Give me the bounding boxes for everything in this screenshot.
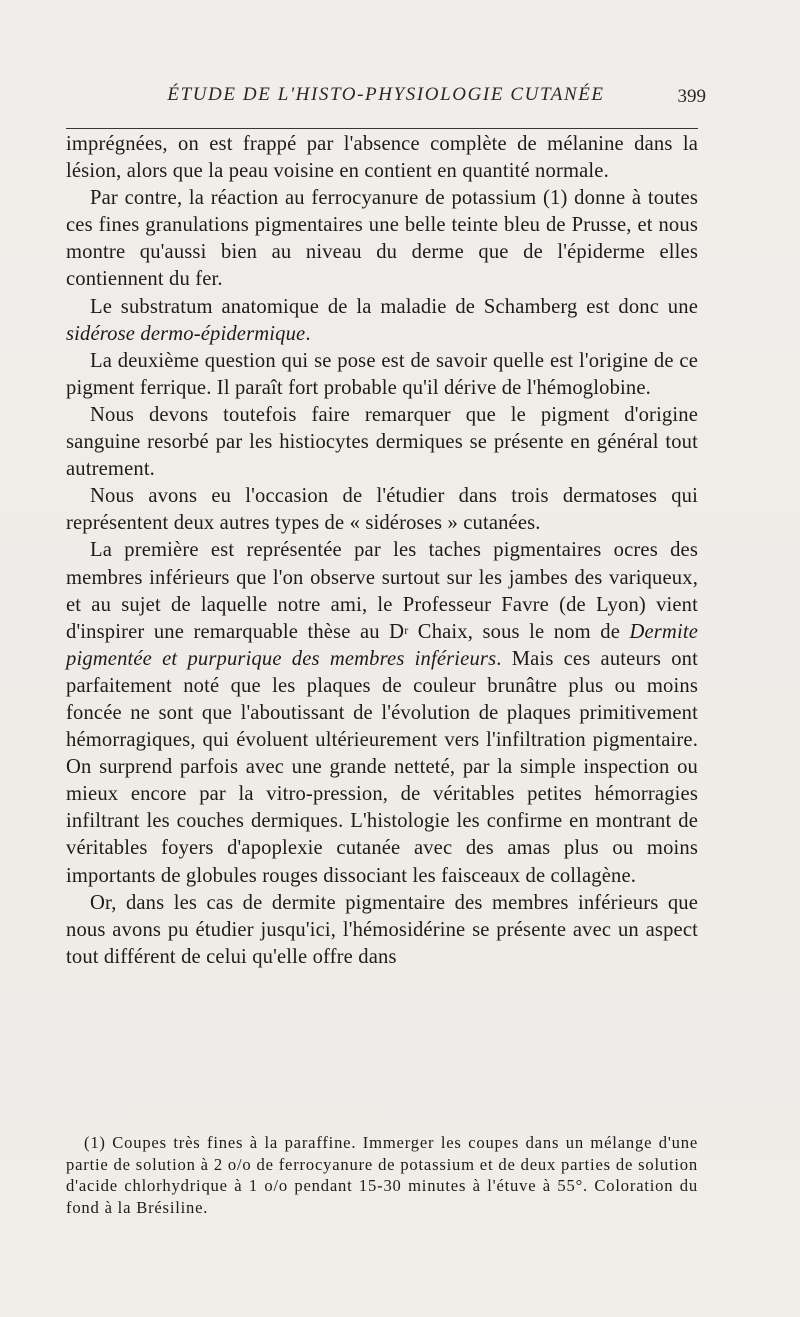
paragraph xyxy=(66,294,698,348)
running-title: ÉTUDE DE L'HISTO-PHYSIOLOGIE CUTANÉE xyxy=(167,84,605,105)
page-header xyxy=(66,84,706,114)
footnotes xyxy=(66,1132,698,1218)
text-run: Le substratum anatomique de la maladie de Schamberg est donc une xyxy=(90,295,698,318)
page-number: 399 xyxy=(677,86,706,107)
text-run: . Mais ces auteurs ont parfaitement noté que les plaques de couleur brunâtre plus ou moins foncée ne sont que l'aboutissant de l'évolution de plaques primitivement hémorragiques, qui évoluent ultérieurement vers l'infiltration pigmentaire. On surprend parfois avec une grande netteté, par la simple inspection ou mieux encore par la vitro-pression, de véritables petites hémorragies infiltrant les couches dermiques. L'histologie les confirme en montrant de véritables foyers d'apoplexie cutanée avec des amas plus ou moins importants de globules rouges dissociant les faisceaux de collagène. xyxy=(66,647,698,887)
paragraph xyxy=(66,483,698,537)
header-rule xyxy=(66,128,698,129)
text-run: Nous devons toutefois faire remarquer que le pigment d'origine sanguine resorbé par les histiocytes dermiques se présente en général tout autrement. xyxy=(66,403,698,481)
italic-phrase: sidérose dermo-épidermique xyxy=(66,322,306,345)
paragraph xyxy=(66,348,698,402)
text-run: La deuxième question qui se pose est de savoir quelle est l'origine de ce pigment ferrique. Il paraît fort probable qu'il dérive de l'hémoglobine. xyxy=(66,349,698,399)
paragraph xyxy=(66,890,698,971)
paragraph xyxy=(66,185,698,293)
text-run: Chaix, sous le nom de xyxy=(408,620,630,643)
text-run: Par contre, la réaction au ferrocyanure de potassium (1) donne à toutes ces fines granulations pigmentaires une belle teinte bleu de Prusse, et nous montre qu'aussi bien au niveau du derme que de l'épiderme elles contiennent du fer. xyxy=(66,187,698,291)
paragraph xyxy=(66,537,698,889)
text-run: imprégnées, on est frappé par l'absence complète de mélanine dans la lésion, alors que la peau voisine en contient en quantité normale. xyxy=(66,133,698,183)
paragraph xyxy=(66,402,698,483)
footnote: (1) Coupes très fines à la paraffine. Immerger les coupes dans un mélange d'une partie de solution à 2 o/o de ferrocyanure de potassium et de deux parties de solution d'acide chlorhydrique à 1 o/o pendant 15-30 minutes à l'étuve à 55°. Coloration du fond à la Brésiline. xyxy=(66,1133,698,1217)
text-run: Or, dans les cas de dermite pigmentaire des membres inférieurs que nous avons pu étudier jusqu'ici, l'hémosidérine se présente avec un aspect tout différent de celui qu'elle offre dans xyxy=(66,891,698,968)
superscript: r xyxy=(404,622,409,637)
text-run: La première est représentée par les taches pigmentaires ocres des membres inférieurs que l'on observe surtout sur les jambes des variqueux, et au sujet de laquelle notre ami, le Professeur Favre (de Lyon) vient d'inspirer une remarquable thèse au D xyxy=(66,539,698,643)
text-run: Nous avons eu l'occasion de l'étudier dans trois dermatoses qui représentent deux autres types de « sidéroses » cutanées. xyxy=(66,485,698,535)
text-run: . xyxy=(305,322,311,345)
paragraph xyxy=(66,131,698,185)
body-text xyxy=(66,131,698,971)
italic-phrase: Dermite pigmentée et purpurique des membres inférieurs xyxy=(66,620,698,670)
